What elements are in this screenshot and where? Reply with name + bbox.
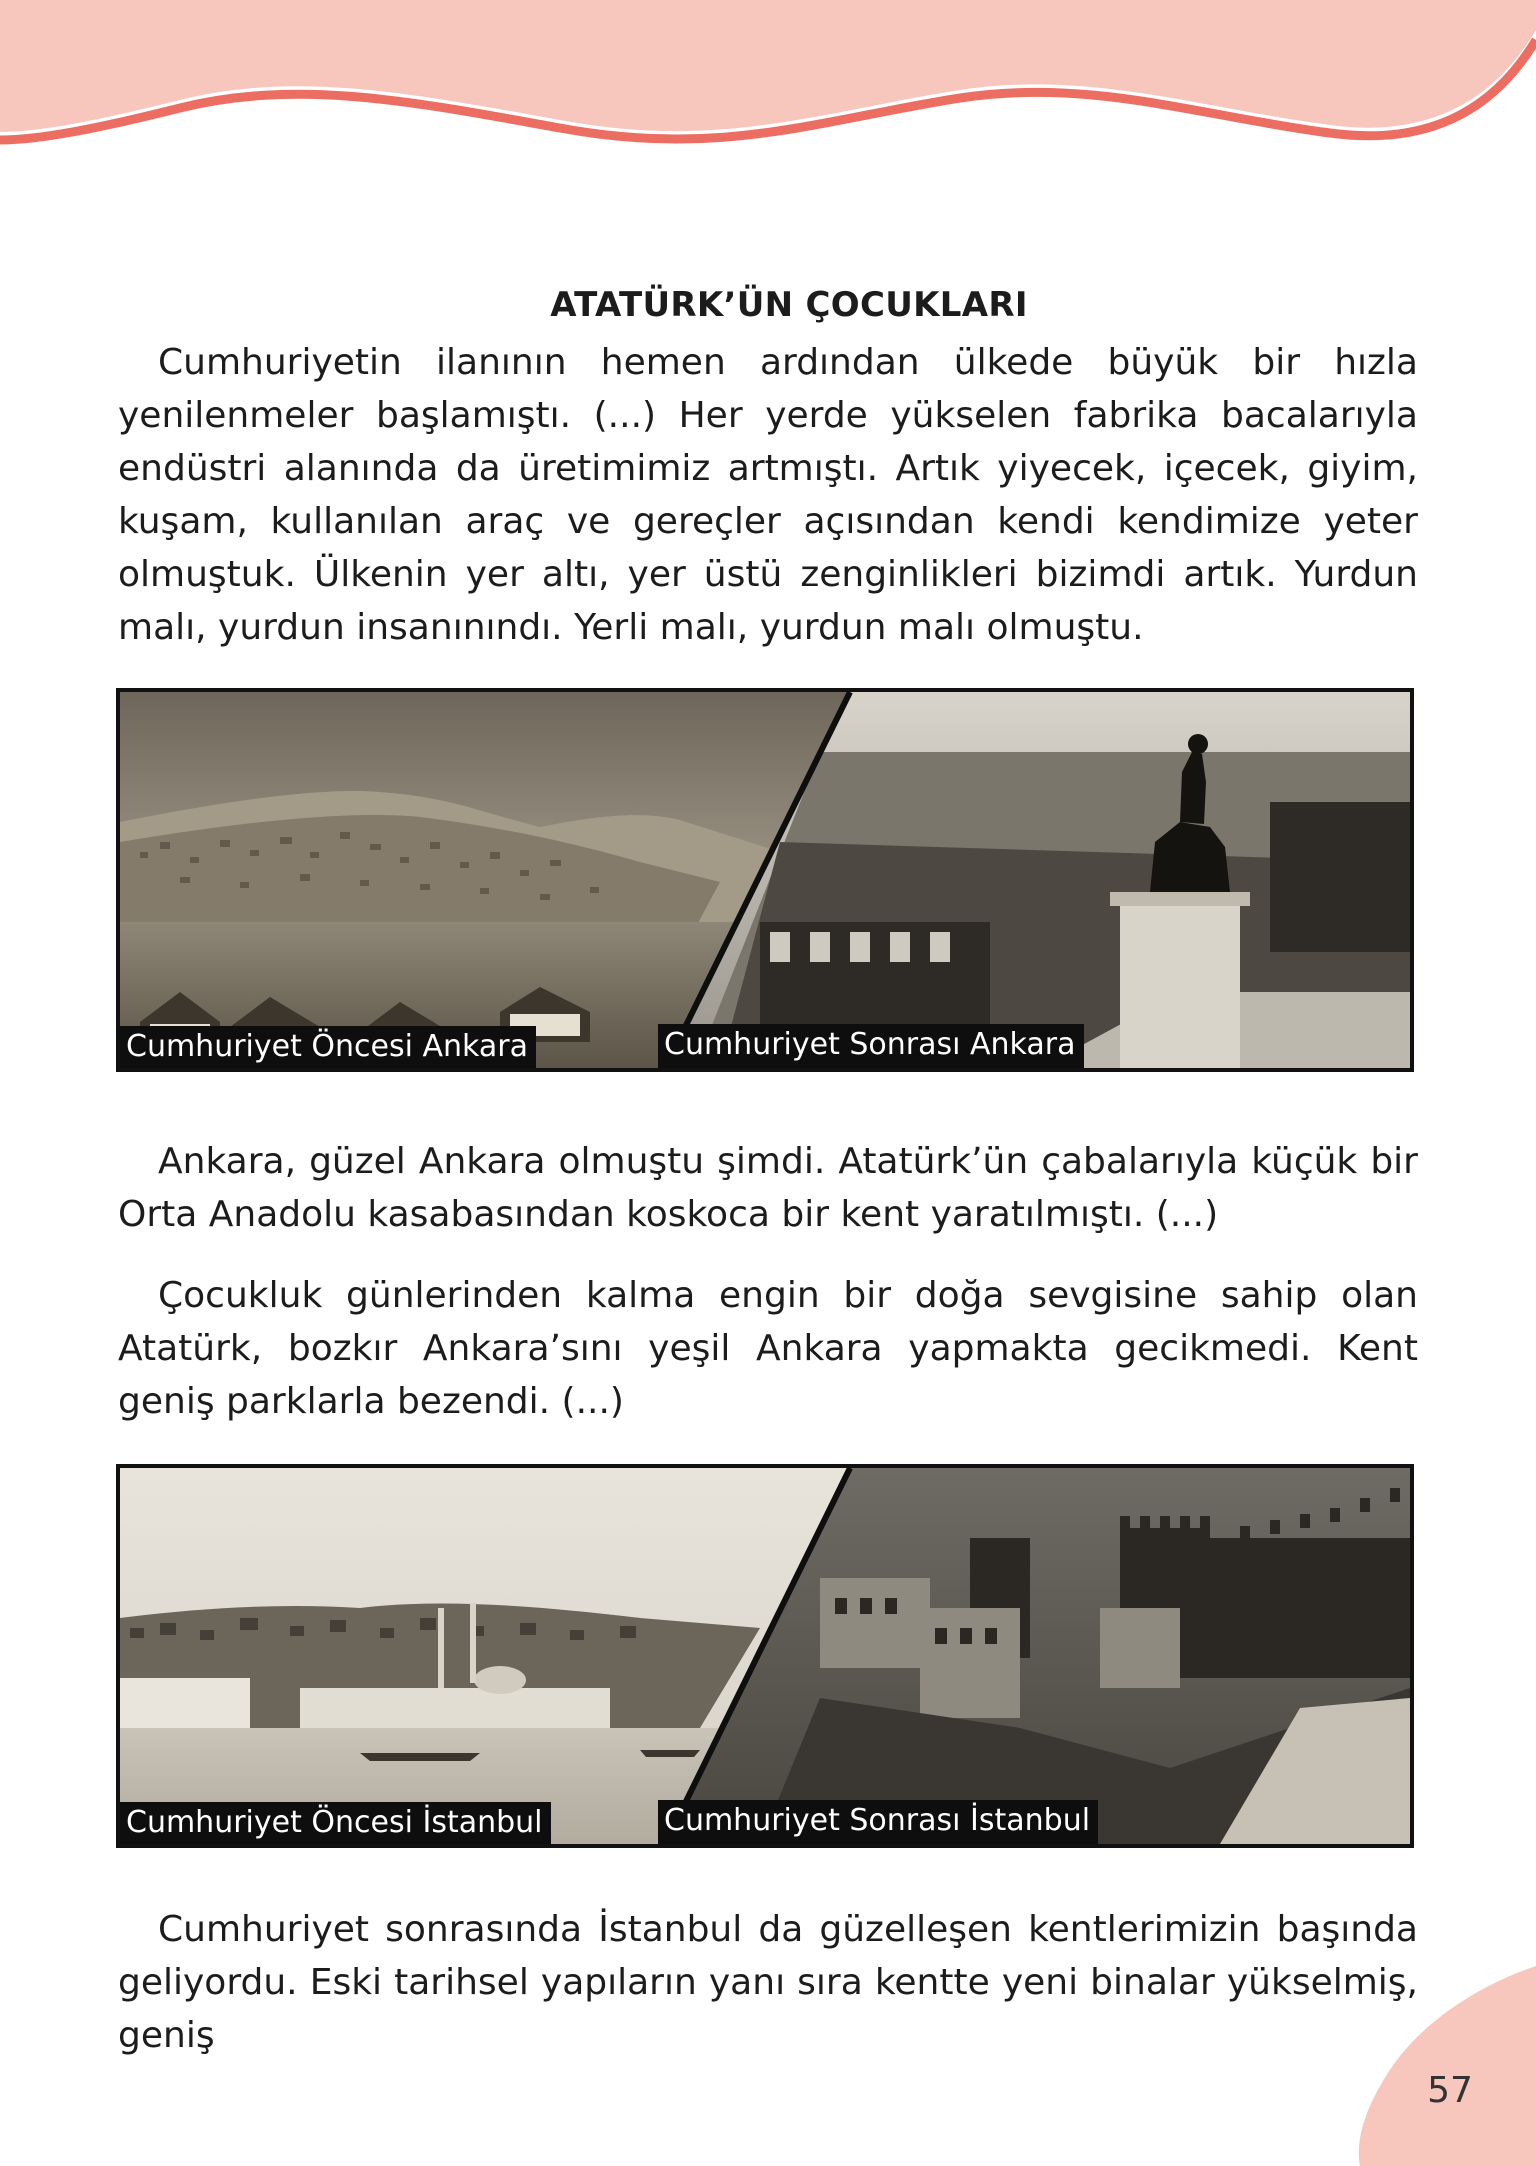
caption-ankara-after: Cumhuriyet Sonrası Ankara <box>658 1024 1084 1068</box>
top-wave-decoration <box>0 0 1536 160</box>
caption-ankara-before: Cumhuriyet Öncesi Ankara <box>120 1026 536 1070</box>
corner-decoration <box>1296 1966 1536 2166</box>
caption-istanbul-before: Cumhuriyet Öncesi İstanbul <box>120 1802 551 1846</box>
paragraph-3: Çocukluk günlerinden kalma engin bir doğa sevgisine sahip olan Atatürk, bozkır Ankara’sını yeşil Ankara yapmakta gecikmedi. Kent geniş parklarla bezendi. (...) <box>118 1275 1418 1422</box>
page-title: ATATÜRK’ÜN ÇOCUKLARI <box>550 284 1028 325</box>
page-number: 57 <box>1427 2070 1473 2111</box>
istanbul-photo-panel <box>116 1464 1414 1848</box>
paragraph-4: Cumhuriyet sonrasında İstanbul da güzelleşen kentlerimizin başında geliyordu. Eski tarihsel yapıların yanı sıra kentte yeni binalar yükselmiş, geniş <box>118 1909 1418 2056</box>
ankara-photo-panel <box>116 688 1414 1072</box>
caption-istanbul-after: Cumhuriyet Sonrası İstanbul <box>658 1800 1098 1844</box>
paragraph-1: Cumhuriyetin ilanının hemen ardından ülkede büyük bir hızla yenilenmeler başlamıştı. (...) Her yerde yükselen fabrika bacalarıyla endüstri alanında da üretimimiz artmıştı. Artık yiyecek, içecek, giyim, kuşam, kullanılan araç ve gereçler açısından kendi kendimize yeter olmuştuk. Ülkenin yer altı, yer üstü zenginlikleri bizimdi artık. Yurdun malı, yurdun insanınındı. Yerli malı, yurdun malı olmuştu. <box>118 342 1418 648</box>
istanbul-comparison-illustration <box>120 1468 1410 1844</box>
paragraph-2: Ankara, güzel Ankara olmuştu şimdi. Atatürk’ün çabalarıyla küçük bir Orta Anadolu kasabasından koskoca bir kent yaratılmıştı. (...) <box>118 1141 1418 1235</box>
ankara-comparison-illustration <box>120 692 1410 1068</box>
